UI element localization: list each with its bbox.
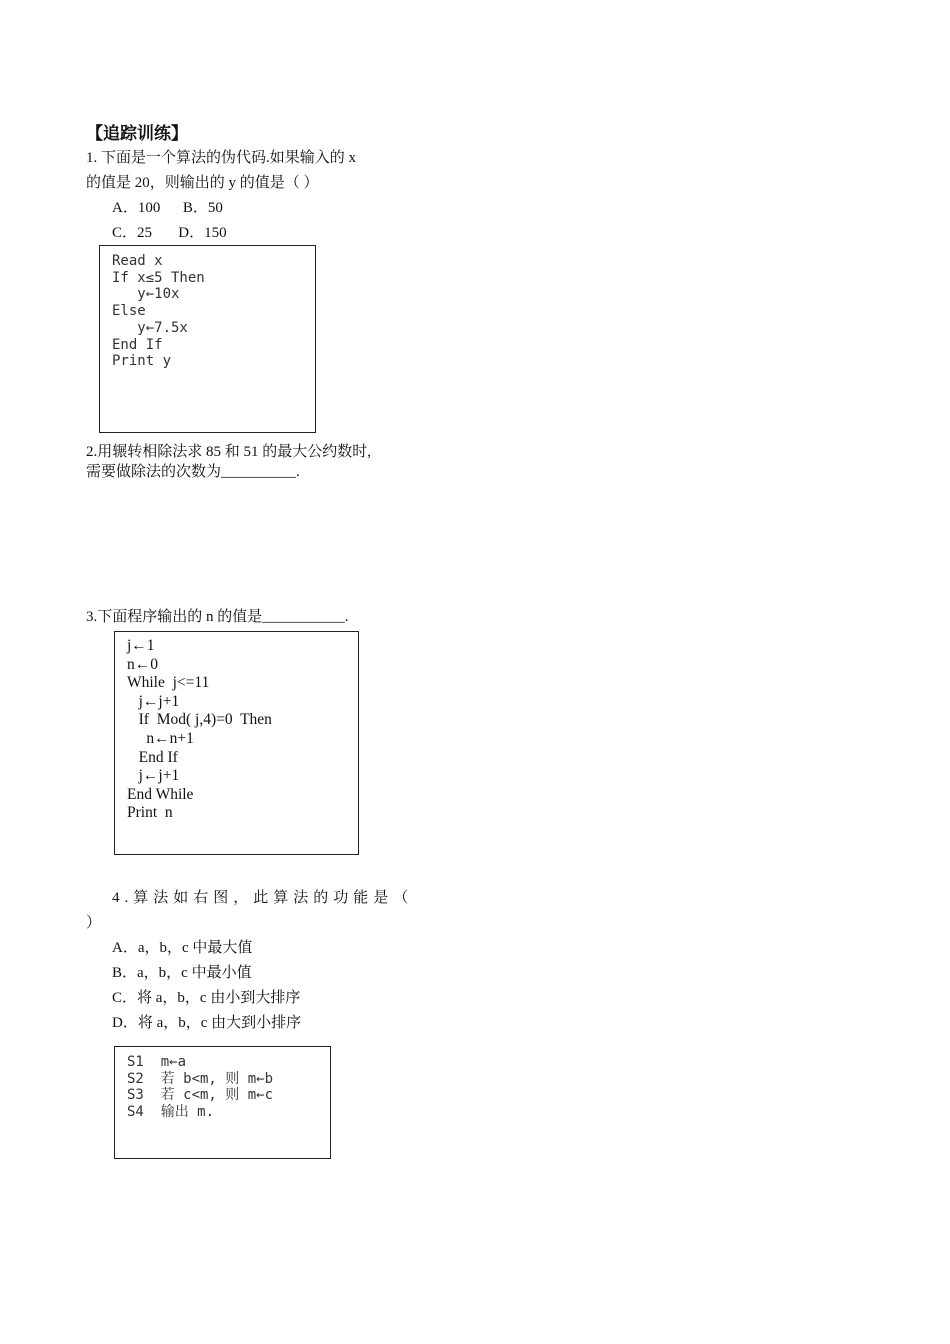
code-line: n←0 bbox=[127, 655, 158, 673]
q1-text-line1: 1. 下面是一个算法的伪代码.如果输入的 x bbox=[86, 150, 357, 166]
code-line: j←j+1 bbox=[127, 767, 180, 785]
q1-options-row2: C．25 D．150 bbox=[112, 225, 227, 241]
code-line: S3 若 c<m, 则 m←c bbox=[127, 1087, 274, 1104]
code-line: y←10x bbox=[112, 286, 180, 303]
code-line: S2 若 b<m, 则 m←b bbox=[127, 1070, 274, 1087]
code-line: End If bbox=[127, 748, 178, 766]
q3-code-box bbox=[114, 631, 359, 855]
code-line: End While bbox=[127, 785, 194, 803]
q3-code bbox=[127, 637, 272, 823]
code-line: While j<=11 bbox=[127, 674, 210, 692]
q1-code bbox=[112, 253, 205, 370]
code-line: If Mod( j,4)=0 Then bbox=[127, 711, 272, 729]
q2-text-line2: 需要做除法的次数为__________. bbox=[86, 464, 300, 480]
q1-options-row1: A．100 B．50 bbox=[112, 200, 223, 216]
code-line: Read x bbox=[112, 253, 163, 269]
code-line: Print y bbox=[112, 353, 172, 370]
code-line: j←1 bbox=[127, 637, 155, 654]
q4-option-c: C．将 a，b，c 由小到大排序 bbox=[112, 990, 301, 1006]
q4-option-d: D．将 a，b，c 由大到小排序 bbox=[112, 1015, 302, 1031]
code-line: S1 m←a bbox=[127, 1054, 187, 1070]
q4-text-line2: ） bbox=[86, 915, 102, 931]
q3-text-line1: 3.下面程序输出的 n 的值是___________. bbox=[86, 609, 349, 625]
code-line: n←n+1 bbox=[127, 729, 194, 747]
q4-text-line1: 4.算法如右图，此算法的功能是（ bbox=[112, 890, 414, 906]
q4-code bbox=[127, 1054, 273, 1121]
section-title: 【追踪训练】 bbox=[86, 124, 188, 144]
code-line: S4 输出 m. bbox=[127, 1104, 215, 1121]
code-line: Else bbox=[112, 303, 146, 320]
code-line: j←j+1 bbox=[127, 692, 180, 710]
q4-option-a: A．a，b，c 中最大值 bbox=[112, 940, 253, 956]
q4-option-b: B．a，b，c 中最小值 bbox=[112, 965, 252, 981]
code-line: y←7.5x bbox=[112, 319, 188, 336]
code-line: If x≤5 Then bbox=[112, 269, 205, 286]
q4-code-box bbox=[114, 1046, 331, 1159]
q1-text-line2: 的值是 20，则输出的 y 的值是（ ） bbox=[86, 175, 319, 191]
q1-code-box bbox=[99, 245, 316, 433]
q2-text-line1: 2.用辗转相除法求 85 和 51 的最大公约数时, bbox=[86, 444, 372, 460]
code-line: End If bbox=[112, 336, 163, 353]
code-line: Print n bbox=[127, 804, 173, 822]
